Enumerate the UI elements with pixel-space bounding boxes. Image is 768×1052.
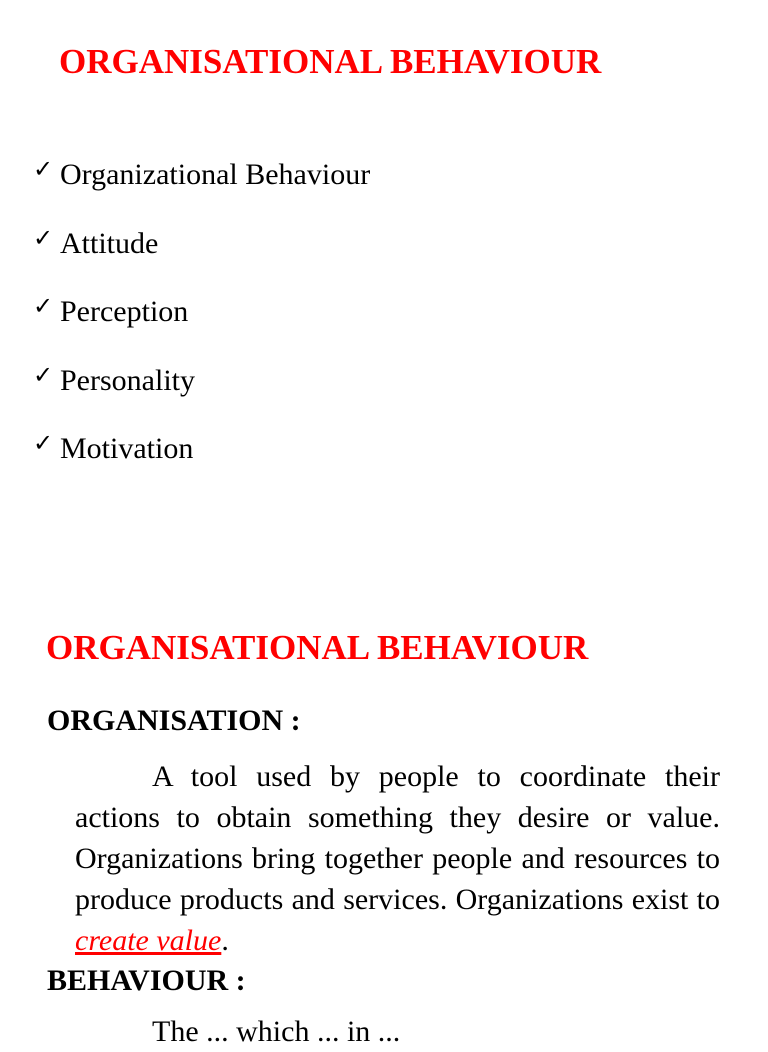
behaviour-definition: The ... which ... in ... [152, 1015, 401, 1048]
behaviour-heading: BEHAVIOUR : [47, 964, 246, 997]
list-item-label: Motivation [60, 432, 194, 465]
list-item-label: Attitude [60, 226, 159, 260]
organisation-definition [75, 756, 720, 961]
list-item [33, 292, 370, 361]
slide-2 [0, 576, 768, 1048]
list-item [33, 429, 370, 498]
check-icon: ✓ [33, 292, 54, 320]
list-item-label: Perception [60, 295, 189, 328]
organisation-heading: ORGANISATION : [47, 704, 301, 737]
topic-checklist [33, 155, 370, 498]
slide-title: ORGANISATIONAL BEHAVIOUR [46, 628, 589, 667]
organisation-definition-end: . [221, 924, 229, 957]
list-item-label: Organizational Behaviour [60, 158, 371, 191]
check-icon: ✓ [33, 360, 54, 389]
check-icon: ✓ [33, 155, 54, 183]
slide-title: ORGANISATIONAL BEHAVIOUR [59, 42, 602, 81]
check-icon: ✓ [33, 223, 54, 252]
list-item [33, 224, 370, 293]
check-icon: ✓ [33, 429, 54, 457]
create-value-link[interactable]: create value [75, 924, 222, 957]
list-item [33, 361, 370, 430]
organisation-definition-text: A tool used by people to coordinate their actions to obtain something they desire or value. Organizations bring together people and resources to produce products and services. Organizations exist to [75, 760, 720, 916]
list-item-label: Personality [60, 363, 195, 397]
list-item [33, 155, 370, 224]
